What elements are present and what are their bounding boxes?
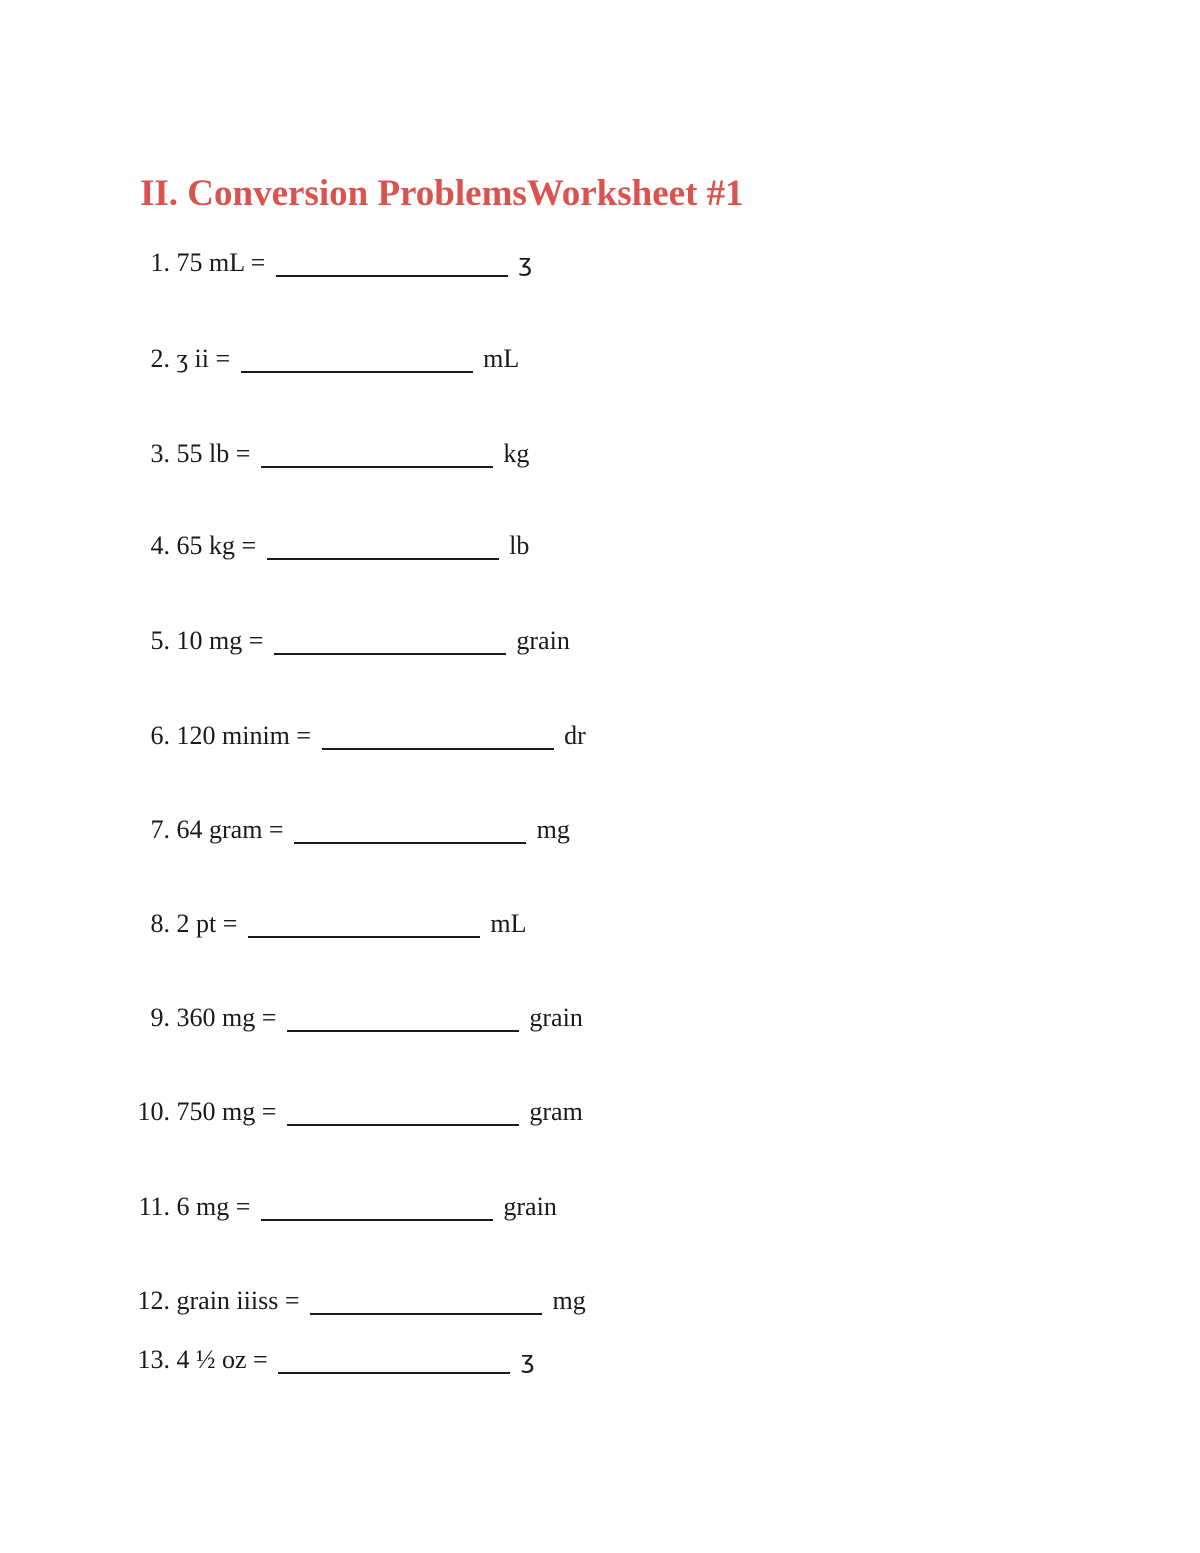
problem-unit: kg <box>503 439 530 468</box>
problem-9 <box>0 998 583 1038</box>
problem-1 <box>0 243 533 283</box>
answer-blank[interactable] <box>310 1311 542 1315</box>
problem-unit: gram <box>529 1097 583 1126</box>
problem-7 <box>0 810 570 850</box>
problem-given: 360 mg = <box>176 1003 277 1032</box>
answer-blank[interactable] <box>261 464 493 468</box>
problem-number: 5. <box>150 626 170 655</box>
answer-blank[interactable] <box>248 934 480 938</box>
problem-given: 120 minim = <box>176 721 312 750</box>
problem-given: 75 mL = <box>176 248 266 277</box>
problem-given: 64 gram = <box>176 815 284 844</box>
problem-given: 750 mg = <box>176 1097 277 1126</box>
problem-number: 13. <box>137 1345 170 1374</box>
problem-6 <box>0 716 586 756</box>
problem-given: ʒ ii = <box>176 344 231 373</box>
problem-2 <box>0 339 520 379</box>
answer-blank[interactable] <box>276 273 508 277</box>
problem-unit: mg <box>552 1286 586 1315</box>
problem-unit: mg <box>536 815 570 844</box>
answer-blank[interactable] <box>278 1370 510 1374</box>
problem-8 <box>0 904 527 944</box>
problem-number: 10. <box>137 1097 170 1126</box>
problem-unit: dr <box>564 721 586 750</box>
problem-given: 6 mg = <box>176 1192 251 1221</box>
problem-number: 1. <box>150 248 170 277</box>
problem-5 <box>0 621 570 661</box>
problem-11 <box>0 1187 557 1227</box>
problem-13 <box>0 1340 535 1380</box>
problem-4 <box>0 526 530 566</box>
problem-number: 8. <box>150 909 170 938</box>
problem-10 <box>0 1092 583 1132</box>
problem-3 <box>0 434 530 474</box>
page-title: II. Conversion ProblemsWorksheet #1 <box>140 173 744 214</box>
problem-given: 55 lb = <box>176 439 251 468</box>
problem-unit: ʒ <box>520 1346 535 1374</box>
answer-blank[interactable] <box>322 746 554 750</box>
answer-blank[interactable] <box>267 556 499 560</box>
problem-number: 3. <box>150 439 170 468</box>
problem-number: 12. <box>137 1286 170 1315</box>
problem-unit: mL <box>483 344 520 373</box>
problem-number: 7. <box>150 815 170 844</box>
problem-unit: mL <box>490 909 527 938</box>
answer-blank[interactable] <box>261 1217 493 1221</box>
answer-blank[interactable] <box>294 840 526 844</box>
problem-unit: lb <box>509 531 530 560</box>
answer-blank[interactable] <box>241 369 473 373</box>
problem-unit: ʒ <box>518 249 533 277</box>
problem-unit: grain <box>529 1003 583 1032</box>
problem-unit: grain <box>516 626 570 655</box>
problem-number: 6. <box>150 721 170 750</box>
problem-given: grain iiiss = <box>176 1286 300 1315</box>
problem-given: 2 pt = <box>176 909 238 938</box>
problem-number: 11. <box>138 1192 170 1221</box>
problem-given: 10 mg = <box>176 626 264 655</box>
answer-blank[interactable] <box>287 1028 519 1032</box>
problem-given: 4 ½ oz = <box>176 1345 268 1374</box>
answer-blank[interactable] <box>287 1122 519 1126</box>
answer-blank[interactable] <box>274 651 506 655</box>
problem-unit: grain <box>503 1192 557 1221</box>
problem-number: 9. <box>150 1003 170 1032</box>
problem-number: 4. <box>150 531 170 560</box>
problem-number: 2. <box>150 344 170 373</box>
problem-12 <box>0 1281 586 1321</box>
problem-given: 65 kg = <box>176 531 257 560</box>
